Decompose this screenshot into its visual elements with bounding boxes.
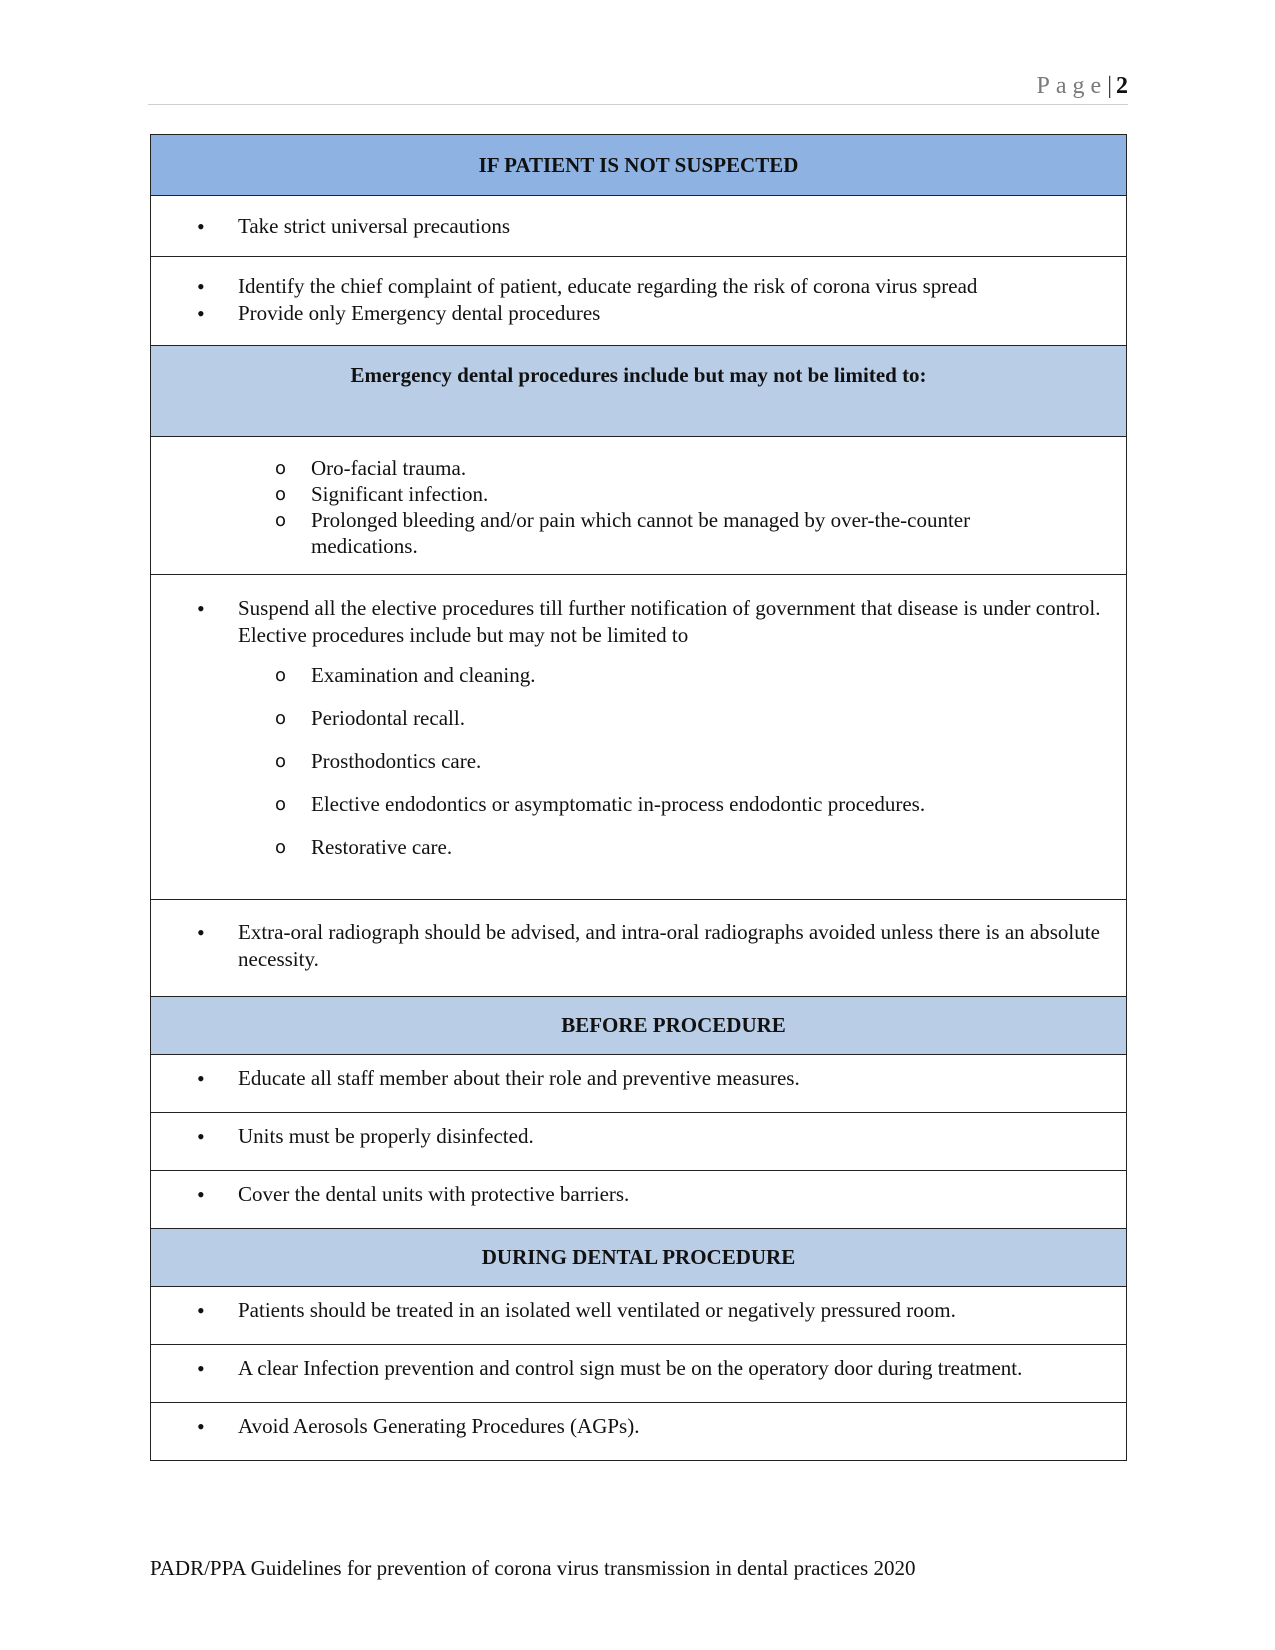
row-during-2 <box>151 1344 1126 1402</box>
row-during-1 <box>151 1286 1126 1344</box>
list-item: • Avoid Aerosols Generating Procedures (AGPs). <box>151 1413 1126 1440</box>
list-item: o Prolonged bleeding and/or pain which cannot be managed by over-the-counter medications. <box>151 507 1126 559</box>
row-elective-procedures <box>151 574 1126 899</box>
list-item: o Restorative care. <box>151 834 1126 860</box>
row-before-1 <box>151 1054 1126 1112</box>
list-item: • A clear Infection prevention and control sign must be on the operatory door during treatment. <box>151 1355 1126 1382</box>
list-item: • Suspend all the elective procedures till further notification of government that disease is under control. Elective procedures include but may not be limited to <box>151 595 1126 649</box>
section-header-during-procedure <box>151 1228 1126 1286</box>
page-footer: PADR/PPA Guidelines for prevention of corona virus transmission in dental practices 2020 <box>150 1556 916 1580</box>
list-item: o Significant infection. <box>151 481 1126 507</box>
row-before-3 <box>151 1170 1126 1228</box>
list-item: • Identify the chief complaint of patient, educate regarding the risk of corona virus spread <box>151 273 1126 300</box>
row-emergency-list <box>151 436 1126 574</box>
section-title: DURING DENTAL PROCEDURE <box>481 1245 796 1269</box>
list-item: • Cover the dental units with protective barriers. <box>151 1181 1126 1208</box>
page-header <box>148 68 1128 105</box>
row-chief-complaint <box>151 256 1126 345</box>
list-item: • Units must be properly disinfected. <box>151 1123 1126 1150</box>
list-item: • Extra-oral radiograph should be advised, and intra-oral radiographs avoided unless there is an absolute necessity. <box>151 919 1126 973</box>
list-item: • Educate all staff member about their role and preventive measures. <box>151 1065 1126 1092</box>
page-label: Page <box>1036 73 1108 99</box>
section-header-before-procedure <box>151 996 1126 1054</box>
section-header-not-suspected <box>151 135 1126 195</box>
row-radiograph <box>151 899 1126 996</box>
page-separator: | <box>1107 73 1112 99</box>
section-title: BEFORE PROCEDURE <box>561 1013 786 1037</box>
guidelines-table <box>150 134 1127 1461</box>
section-header-emergency <box>151 345 1126 436</box>
list-item: o Prosthodontics care. <box>151 748 1126 774</box>
section-title: Emergency dental procedures include but may not be limited to: <box>350 363 927 387</box>
list-item: o Elective endodontics or asymptomatic in-process endodontic procedures. <box>151 791 1126 817</box>
list-item: o Examination and cleaning. <box>151 662 1126 688</box>
row-during-3 <box>151 1402 1126 1460</box>
list-item: o Oro-facial trauma. <box>151 455 1126 481</box>
row-before-2 <box>151 1112 1126 1170</box>
list-item: • Take strict universal precautions <box>151 213 1126 240</box>
row-universal-precautions <box>151 195 1126 256</box>
list-item: • Patients should be treated in an isolated well ventilated or negatively pressured room. <box>151 1297 1126 1324</box>
section-title: IF PATIENT IS NOT SUSPECTED <box>478 153 799 177</box>
page-number: 2 <box>1116 73 1128 99</box>
list-item: o Periodontal recall. <box>151 705 1126 731</box>
list-item: • Provide only Emergency dental procedures <box>151 300 1126 327</box>
